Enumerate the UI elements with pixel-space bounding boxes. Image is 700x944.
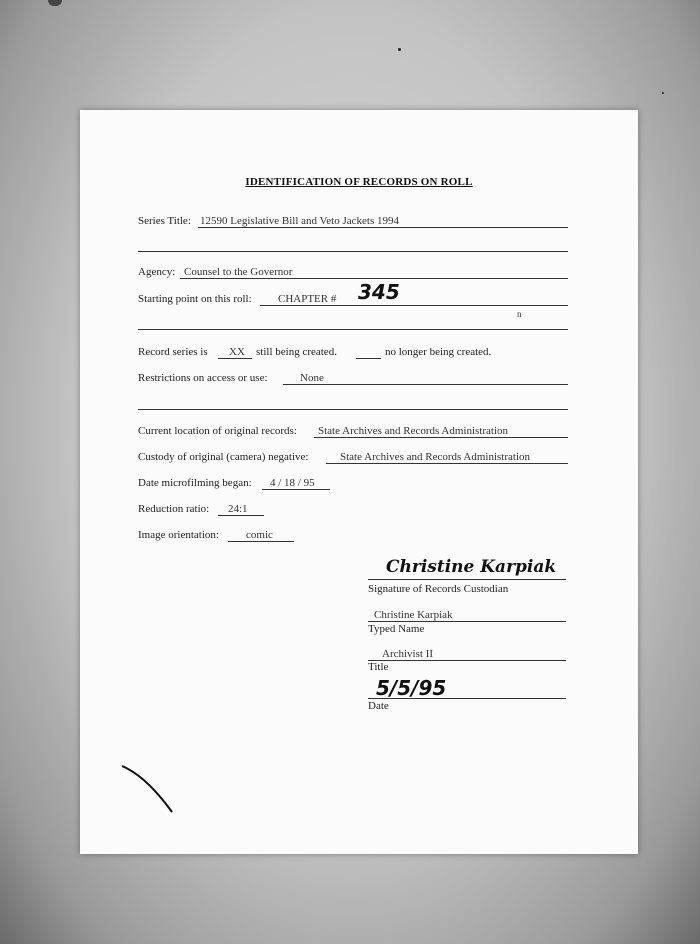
- restrictions-row: [138, 372, 568, 386]
- blank-line: [138, 409, 568, 410]
- current-location-value: State Archives and Records Administration: [318, 425, 509, 437]
- records-form-sheet: [80, 110, 638, 854]
- custody-underline: [326, 463, 568, 464]
- stray-mark: n: [517, 309, 522, 319]
- reduction-value: 24:1: [228, 503, 248, 515]
- current-location-label: Current location of original records:: [138, 425, 297, 437]
- series-title-label: Series Title:: [138, 215, 191, 227]
- date-began-row: [138, 477, 568, 491]
- record-series-mark: XX: [229, 346, 245, 358]
- agency-value: Counsel to the Governor: [184, 266, 293, 278]
- starting-point-row: [138, 293, 568, 307]
- restrictions-value: None: [300, 372, 324, 384]
- reduction-label: Reduction ratio:: [138, 503, 210, 515]
- still-created-blank: [218, 358, 252, 359]
- restrictions-underline: [283, 384, 568, 385]
- series-title-row: [138, 215, 568, 229]
- date-underline: [368, 698, 566, 699]
- title-value: Archivist II: [382, 648, 434, 660]
- agency-label: Agency:: [138, 266, 176, 278]
- signature-label: Signature of Records Custodian: [368, 583, 509, 595]
- starting-point-label: Starting point on this roll:: [138, 293, 252, 305]
- title-label: Title: [368, 661, 389, 673]
- no-longer-blank: [356, 358, 381, 359]
- custody-row: [138, 451, 568, 465]
- series-title-value: 12590 Legislative Bill and Veto Jackets 1994: [200, 215, 399, 227]
- orientation-value: comic: [246, 529, 273, 541]
- orientation-underline: [228, 541, 294, 542]
- blank-line: [138, 329, 568, 330]
- agency-underline: [180, 278, 568, 279]
- record-series-label: Record series is: [138, 346, 208, 358]
- record-series-row: [138, 346, 568, 360]
- date-began-underline: [262, 489, 330, 490]
- reduction-row: [138, 503, 568, 517]
- restrictions-label: Restrictions on access or use:: [138, 372, 268, 384]
- orientation-row: [138, 529, 568, 543]
- film-speck: [662, 92, 664, 94]
- starting-point-value: CHAPTER #: [278, 293, 337, 305]
- typed-name-value: Christine Karpiak: [374, 609, 453, 621]
- no-longer-label: no longer being created.: [385, 346, 492, 358]
- typed-name-label: Typed Name: [368, 623, 425, 635]
- blank-line: [138, 251, 568, 252]
- film-mark: [48, 0, 62, 6]
- date-label: Date: [368, 700, 389, 712]
- custody-label: Custody of original (camera) negative:: [138, 451, 309, 463]
- current-location-underline: [314, 437, 568, 438]
- form-title: IDENTIFICATION OF RECORDS ON ROLL: [245, 176, 473, 188]
- chapter-number-handwritten: 345: [358, 280, 400, 304]
- date-handwritten: 5/5/95: [376, 676, 447, 700]
- pen-stroke-mark: [118, 760, 178, 820]
- reduction-underline: [218, 515, 264, 516]
- typed-name-underline: [368, 621, 566, 622]
- starting-point-underline: [260, 305, 568, 306]
- signature-underline: [368, 579, 566, 580]
- orientation-label: Image orientation:: [138, 529, 219, 541]
- custodian-signature-handwritten: Christine Karpiak: [386, 557, 557, 577]
- agency-row: [138, 266, 568, 280]
- custody-value: State Archives and Records Administration: [340, 451, 531, 463]
- date-began-value: 4 / 18 / 95: [270, 477, 315, 489]
- series-title-underline: [198, 227, 568, 228]
- date-began-label: Date microfilming began:: [138, 477, 252, 489]
- current-location-row: [138, 425, 568, 439]
- film-speck: [398, 48, 401, 51]
- still-being-created-label: still being created.: [256, 346, 337, 358]
